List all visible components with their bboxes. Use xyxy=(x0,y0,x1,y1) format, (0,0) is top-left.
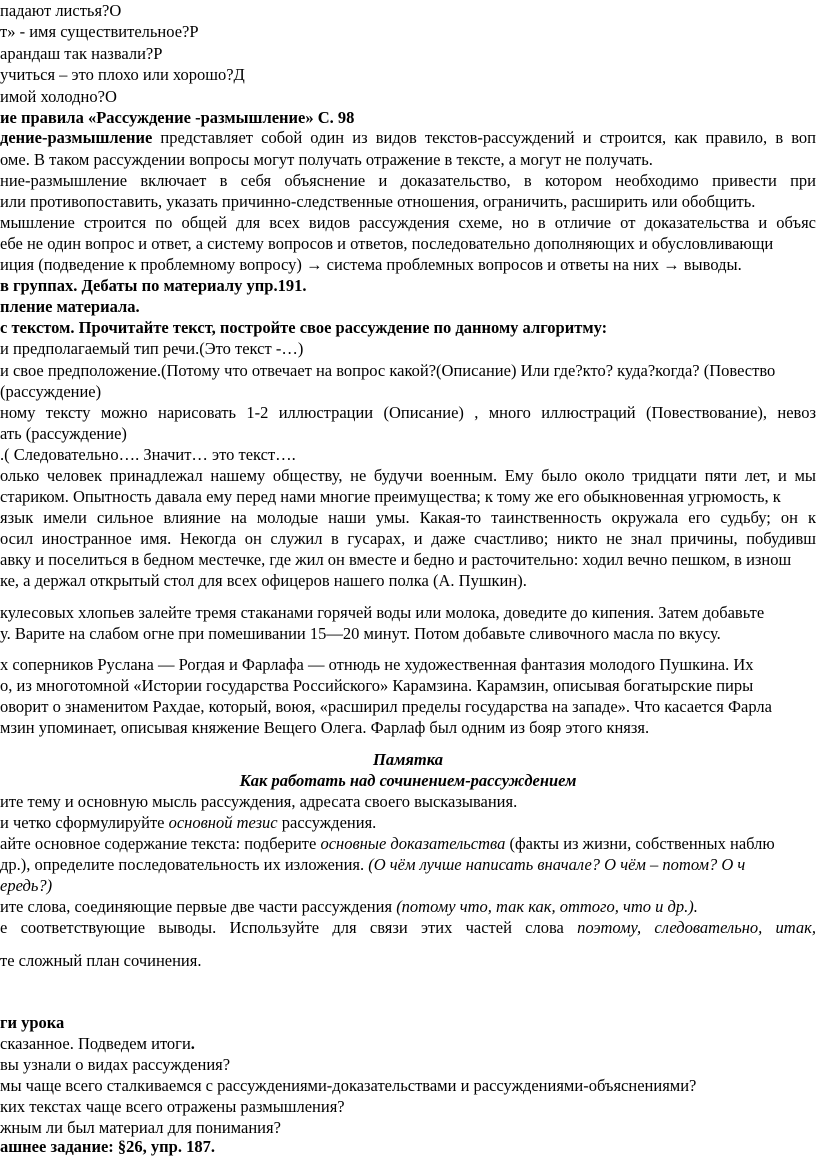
text-line xyxy=(0,750,816,772)
text-line xyxy=(0,1055,816,1077)
text-line xyxy=(0,676,816,698)
text-run: ие правила «Рассуждение -размышление» С. 98 xyxy=(0,108,355,127)
text-run: х соперников Руслана — Рогдая и Фарлафа — отнюдь не художественная фантазия молодого Пушкина. Их xyxy=(0,655,754,674)
text-run: язык имели сильное влияние на молодые наши умы. Какая-то таинственность окружала его судьбу; он к xyxy=(0,508,816,527)
text-run: (факты из жизни, собственных наблю xyxy=(505,834,775,853)
text-line xyxy=(0,255,816,277)
text-line xyxy=(0,297,816,319)
text-run: ите тему и основную мысль рассуждения, адресата своего высказывания. xyxy=(0,792,518,811)
text-line xyxy=(0,128,816,150)
text-run: имой холодно?О xyxy=(0,87,117,106)
text-run: и свое предположение.(Потому что отвечает на вопрос какой?(Описание) Или где?кто? куда?когда? (Повество xyxy=(0,361,776,380)
text-line xyxy=(0,87,816,109)
text-run: вы узнали о видах рассуждения? xyxy=(0,1055,231,1074)
text-run: ебе не один вопрос и ответ, а систему вопросов и ответов, последовательно дополняющих и обусловливающи xyxy=(0,234,774,253)
text-run: кулесовых хлопьев залейте тремя стаканами горячей воды или молока, доведите до кипения. Затем добавьте xyxy=(0,603,765,622)
text-run: мы чаще всего сталкиваемся с рассуждениями-доказательствами и рассуждениями-объяснениями? xyxy=(0,1076,697,1095)
text-line xyxy=(0,771,816,793)
text-run: ередь?) xyxy=(0,876,53,895)
text-line xyxy=(0,792,816,814)
text-line xyxy=(0,382,816,404)
text-run: в группах. Дебаты по материалу упр.191. xyxy=(0,276,307,295)
text-line xyxy=(0,318,816,340)
text-run: Памятка xyxy=(373,750,443,769)
text-line xyxy=(0,855,816,877)
text-line xyxy=(0,424,816,446)
text-run: . xyxy=(190,1034,195,1053)
text-line xyxy=(0,951,816,973)
text-run: те сложный план сочинения. xyxy=(0,951,202,970)
text-line xyxy=(0,234,816,256)
text-run: ите слова, соединяющие первые две части рассуждения xyxy=(0,897,397,916)
text-run: или противопоставить, указать причинно-следственные отношения, ограничить, расширить или обобщить. xyxy=(0,192,756,211)
text-run: ашнее задание: §26, упр. 187. xyxy=(0,1137,215,1156)
text-run: жным ли был материал для понимания? xyxy=(0,1118,281,1137)
text-run: оме. В таком рассуждении вопросы могут получать отражение в тексте, а могут не получать. xyxy=(0,150,653,169)
text-line xyxy=(0,918,816,940)
text-line xyxy=(0,603,816,625)
text-line xyxy=(0,22,816,44)
text-line xyxy=(0,108,816,130)
text-run: основной тезис xyxy=(168,813,278,832)
text-run: мышление строится по общей для всех видов рассуждения схеме, но в отличие от доказательства и объяс xyxy=(0,213,816,232)
text-run: иция (подведение к проблемному вопросу) → система проблемных вопросов и ответы на них → выводы. xyxy=(0,255,742,274)
text-line xyxy=(0,192,816,214)
text-line xyxy=(0,1076,816,1098)
text-line xyxy=(0,361,816,383)
text-line xyxy=(0,65,816,87)
text-run: .( Следовательно…. Значит… это текст…. xyxy=(0,445,296,464)
text-run: представляет собой один из видов текстов-рассуждений и строится, как правило, в воп xyxy=(152,128,816,147)
text-run: учиться – это плохо или хорошо?Д xyxy=(0,65,245,84)
text-line xyxy=(0,44,816,66)
text-run: т» - имя существительное?Р xyxy=(0,22,199,41)
text-line xyxy=(0,466,816,488)
text-line xyxy=(0,508,816,530)
text-line xyxy=(0,213,816,235)
text-line xyxy=(0,1034,816,1056)
text-line xyxy=(0,876,816,898)
text-line xyxy=(0,550,816,572)
text-run: с текстом. Прочитайте текст, постройте свое рассуждение по данному алгоритму: xyxy=(0,318,608,337)
text-line xyxy=(0,897,816,919)
text-line xyxy=(0,150,816,172)
text-run: арандаш так назвали?Р xyxy=(0,44,163,63)
text-run: поэтому, следовательно, итак, xyxy=(577,918,816,937)
text-run: ать (рассуждение) xyxy=(0,424,127,443)
text-line xyxy=(0,339,816,361)
text-run: ких текстах чаще всего отражены размышления? xyxy=(0,1097,345,1116)
text-run: у. Варите на слабом огне при помешивании 15—20 минут. Потом добавьте сливочного масла по вкусу. xyxy=(0,624,721,643)
text-line xyxy=(0,445,816,467)
text-run: ному тексту можно нарисовать 1-2 иллюстрации (Описание) , много иллюстраций (Повествование), невоз xyxy=(0,403,816,422)
text-run: ги урока xyxy=(0,1013,65,1032)
text-run: рассуждения. xyxy=(277,813,377,832)
text-run: о, из многотомной «Истории государства Российского» Карамзина. Карамзин, описывая богатырские пиры xyxy=(0,676,754,695)
text-line xyxy=(0,1097,816,1119)
text-run: Как работать над сочинением-рассуждением xyxy=(239,771,577,790)
text-run: ке, а держал открытый стол для всех офицеров нашего полка (А. Пушкин). xyxy=(0,571,527,590)
text-line xyxy=(0,529,816,551)
text-run: ние-размышление включает в себя объяснение и доказательство, в котором необходимо привести при xyxy=(0,171,816,190)
text-run: (рассуждение) xyxy=(0,382,102,401)
text-line xyxy=(0,834,816,856)
text-run: основные доказательства xyxy=(320,834,506,853)
text-run: стариком. Опытность давала ему перед нами многие преимущества; к тому же его обыкновенная угрюмость, к xyxy=(0,487,781,506)
text-run: и предполагаемый тип речи.(Это текст -…) xyxy=(0,339,304,358)
text-line xyxy=(0,487,816,509)
text-run: осил иностранное имя. Некогда он служил в гусарах, и даже счастливо; никто не знал причины, побудивш xyxy=(0,529,816,548)
text-line xyxy=(0,276,816,298)
text-run: и четко сформулируйте xyxy=(0,813,169,832)
text-run: др.), определите последовательность их изложения. xyxy=(0,855,369,874)
text-run: пление материала. xyxy=(0,297,140,316)
text-line xyxy=(0,655,816,677)
text-run: олько человек принадлежал нашему обществу, не будучи военным. Ему было около тридцати пяти лет, и мы xyxy=(0,466,816,485)
text-line xyxy=(0,697,816,719)
text-run: е соответствующие выводы. Используйте для связи этих частей слова xyxy=(0,918,578,937)
text-run: сказанное. Подведем итоги xyxy=(0,1034,191,1053)
text-line xyxy=(0,813,816,835)
text-run: айте основное содержание текста: подберите xyxy=(0,834,321,853)
text-line xyxy=(0,403,816,425)
text-run: мзин упоминает, описывая княжение Вещего Олега. Фарлаф был одним из бояр этого князя. xyxy=(0,718,650,737)
text-line xyxy=(0,171,816,193)
text-run: падают листья?О xyxy=(0,1,122,20)
text-line xyxy=(0,718,816,740)
text-line xyxy=(0,571,816,593)
text-run: оворит о знаменитом Рахдае, который, воюя, «расширил пределы государства на западе». Что касается Фарла xyxy=(0,697,772,716)
text-line xyxy=(0,1,816,23)
text-line xyxy=(0,1013,816,1035)
text-run: авку и поселиться в бедном местечке, где жил он вместе и бедно и расточительно: ходил вечно пешком, в изнош xyxy=(0,550,792,569)
text-run: (потому что, так как, оттого, что и др.). xyxy=(396,897,698,916)
text-line xyxy=(0,624,816,646)
text-run: (О чём лучше написать вначале? О чём – потом? О ч xyxy=(368,855,746,874)
text-run: дение-размышление xyxy=(0,128,153,147)
